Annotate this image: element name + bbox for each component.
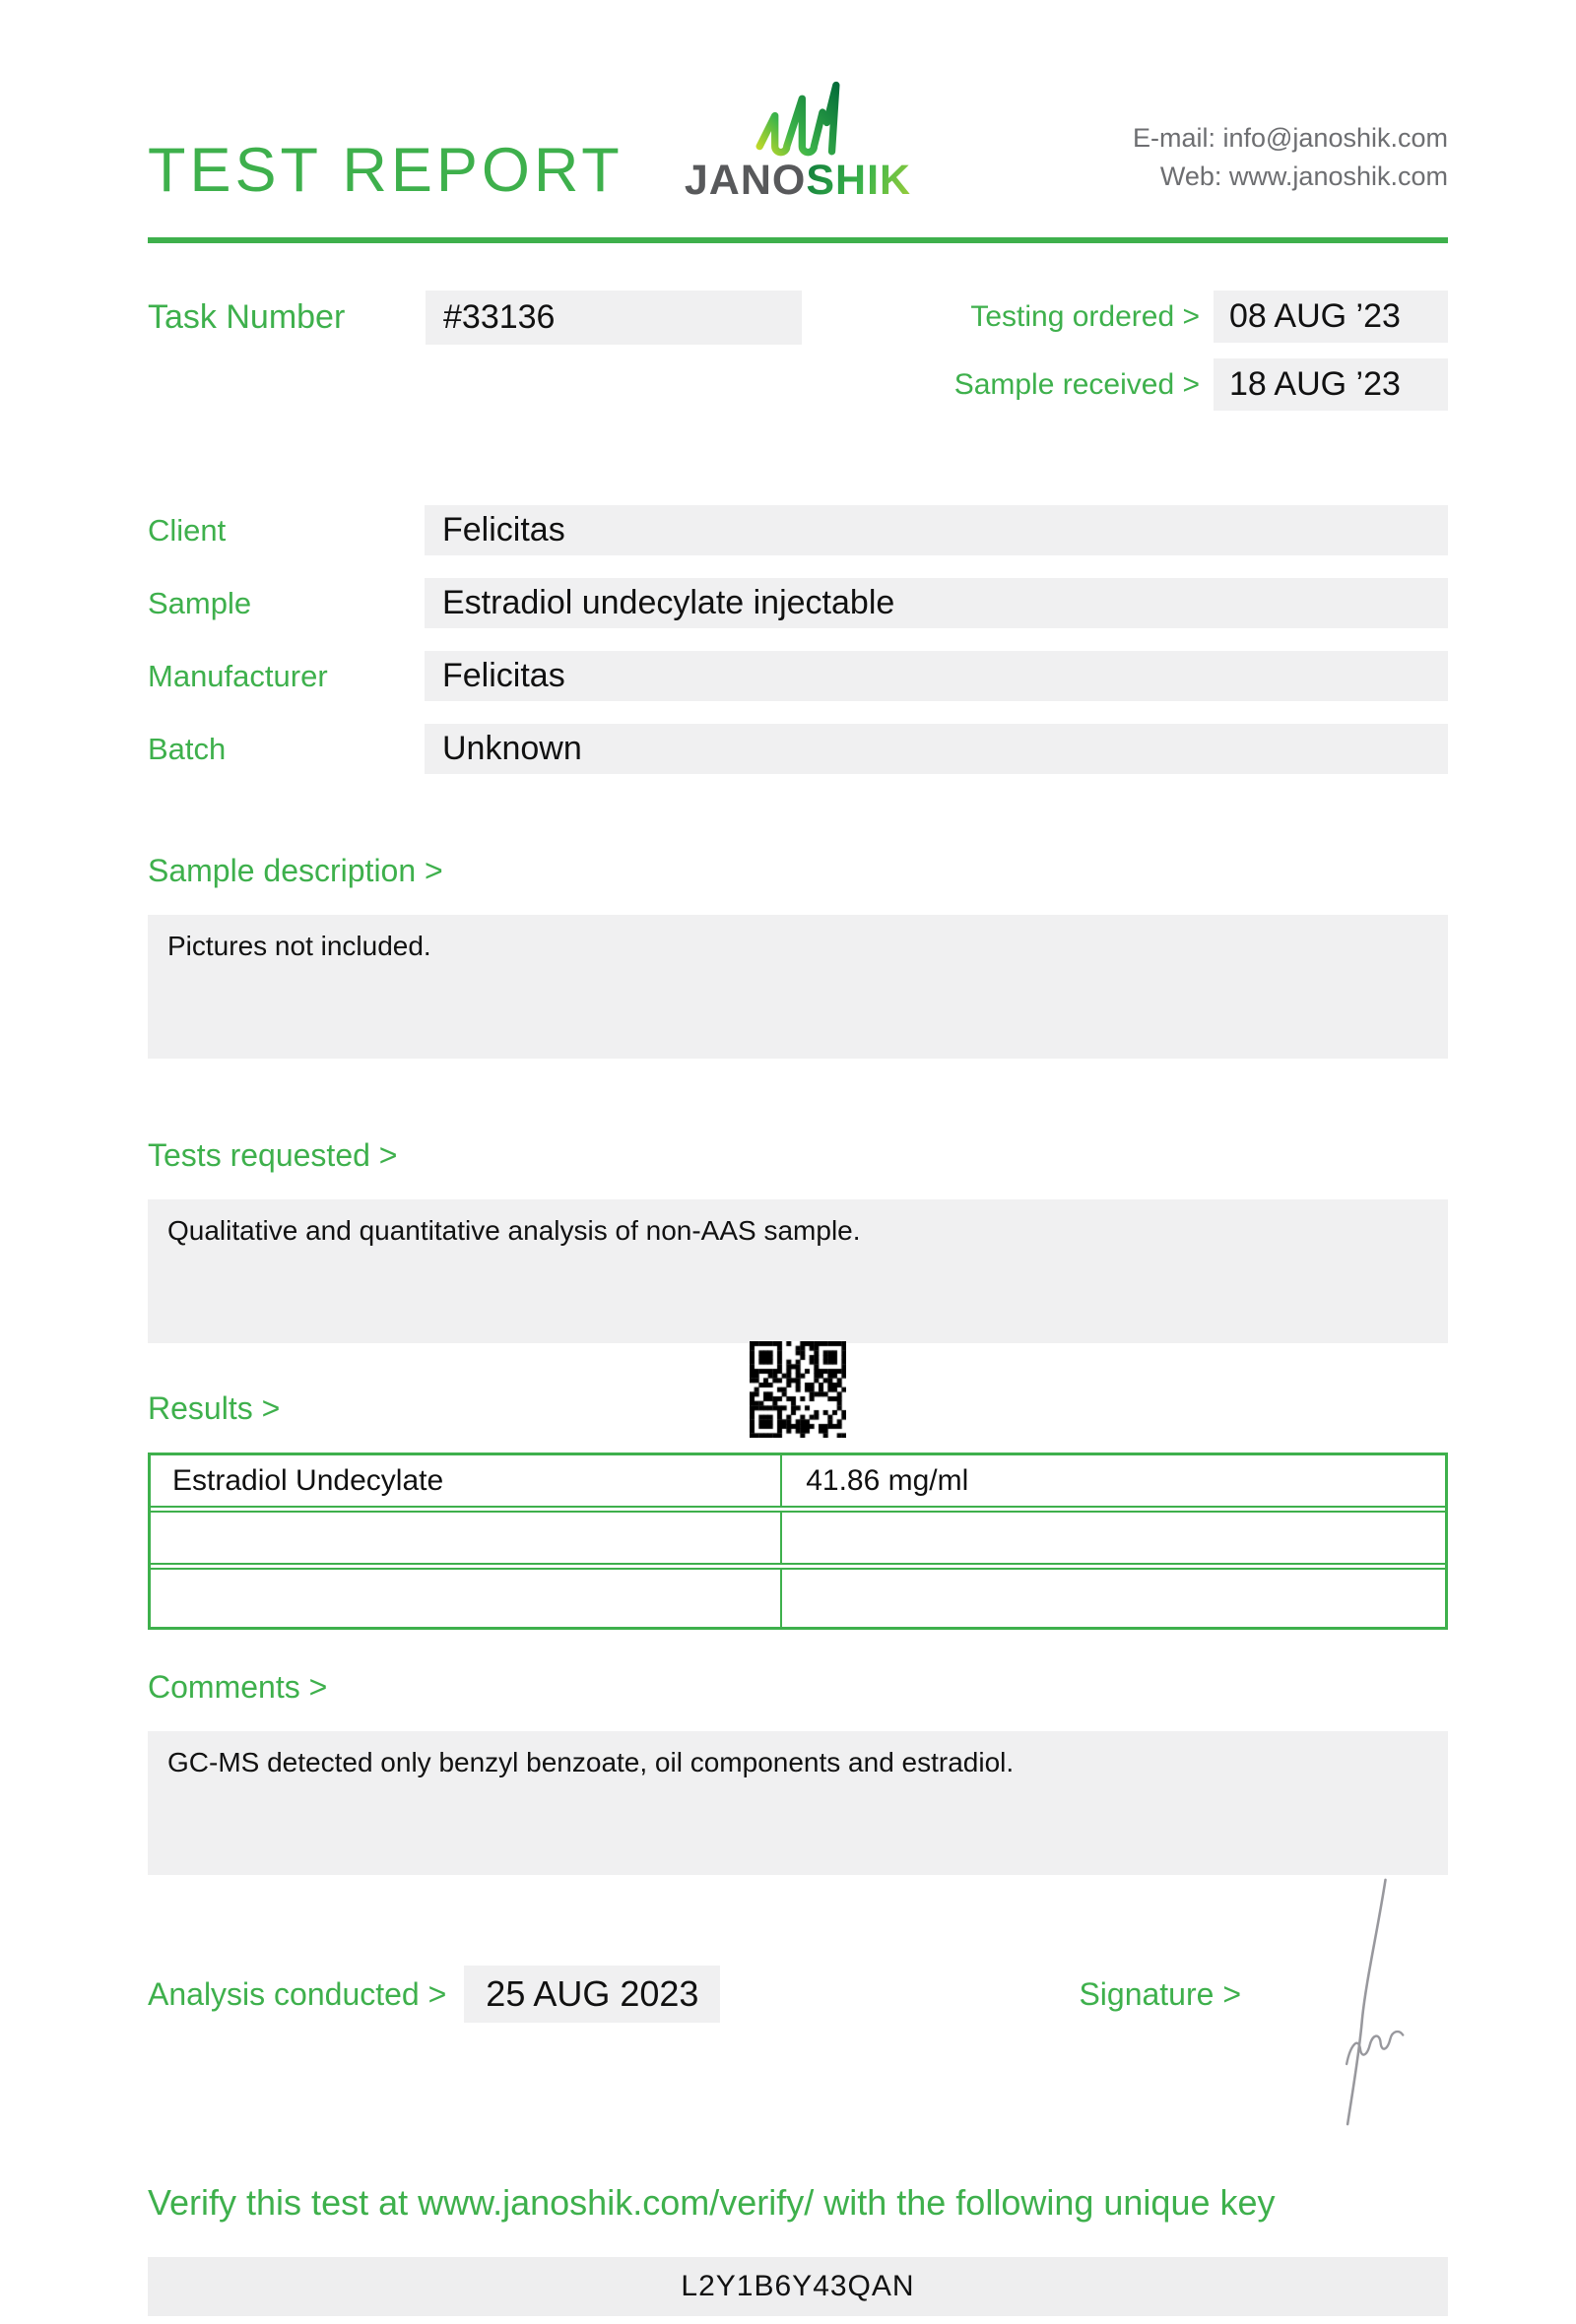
analysis-conducted-value: 25 AUG 2023 [464, 1966, 720, 2023]
result-amount-cell [782, 1513, 1445, 1563]
contact-info [1133, 119, 1448, 202]
contact-web: Web: www.janoshik.com [1159, 161, 1448, 191]
bar-chart-growth-icon [755, 77, 841, 161]
details-block [148, 505, 1448, 774]
dates-block [904, 290, 1448, 411]
report-header [148, 0, 1448, 205]
testing-ordered-label: Testing ordered > [970, 299, 1200, 333]
brand-wordmark-jano: JANO [684, 157, 807, 204]
result-substance-cell [151, 1570, 782, 1627]
result-substance-cell [151, 1513, 782, 1563]
testing-ordered-row [904, 290, 1448, 343]
sample-received-row [904, 358, 1448, 411]
analysis-conducted-label: Analysis conducted > [148, 1975, 447, 2012]
comments-heading: Comments > [148, 1669, 328, 1705]
contact-email: E-mail: info@janoshik.com [1132, 122, 1448, 153]
sample-row [148, 578, 1448, 628]
results-heading: Results > [148, 1390, 281, 1426]
signature-image [1292, 1872, 1418, 2133]
batch-row [148, 724, 1448, 774]
header-divider [148, 237, 1448, 243]
sample-received-value: 18 AUG ’23 [1214, 358, 1448, 411]
qr-code [750, 1341, 846, 1438]
sample-description-box: Pictures not included. [148, 915, 1448, 1059]
client-value: Felicitas [425, 505, 1448, 555]
results-table [148, 1452, 1448, 1630]
tests-requested-heading: Tests requested > [148, 1137, 398, 1173]
verify-instruction: Verify this test at www.janoshik.com/verify/ with the following unique key [148, 2182, 1276, 2223]
sample-received-label: Sample received > [953, 367, 1200, 401]
testing-ordered-value: 08 AUG ’23 [1214, 290, 1448, 343]
table-row [151, 1570, 1445, 1627]
results-section [148, 1390, 1448, 1630]
unique-key-box: L2Y1B6Y43QAN [148, 2257, 1448, 2316]
result-substance-cell: Estradiol Undecylate [151, 1455, 782, 1506]
brand-wordmark [684, 157, 912, 204]
manufacturer-row [148, 651, 1448, 701]
batch-value: Unknown [425, 724, 1448, 774]
result-amount-cell: 41.86 mg/ml [806, 1463, 969, 1497]
sample-value: Estradiol undecylate injectable [425, 578, 1448, 628]
signature-label: Signature > [1079, 1975, 1241, 2012]
brand-wordmark-shik: SHIK [806, 157, 912, 204]
table-row [151, 1455, 1445, 1513]
table-row [151, 1513, 1445, 1570]
sample-description-heading: Sample description > [148, 853, 443, 888]
sample-label: Sample [148, 585, 252, 620]
janoshik-logo [685, 77, 911, 202]
task-number-value: #33136 [426, 290, 802, 345]
analysis-signature-row [148, 1966, 1448, 2023]
tests-requested-box: Qualitative and quantitative analysis of non-AAS sample. [148, 1199, 1448, 1343]
manufacturer-label: Manufacturer [148, 658, 328, 693]
page-title: TEST REPORT [148, 136, 624, 205]
manufacturer-value: Felicitas [425, 651, 1448, 701]
task-number-label: Task Number [148, 298, 346, 336]
client-row [148, 505, 1448, 555]
client-label: Client [148, 512, 227, 548]
report-page [148, 0, 1448, 2316]
batch-label: Batch [148, 731, 227, 766]
comments-box: GC-MS detected only benzyl benzoate, oil components and estradiol. [148, 1731, 1448, 1875]
task-row [148, 290, 1448, 411]
result-amount-cell [782, 1570, 1445, 1627]
